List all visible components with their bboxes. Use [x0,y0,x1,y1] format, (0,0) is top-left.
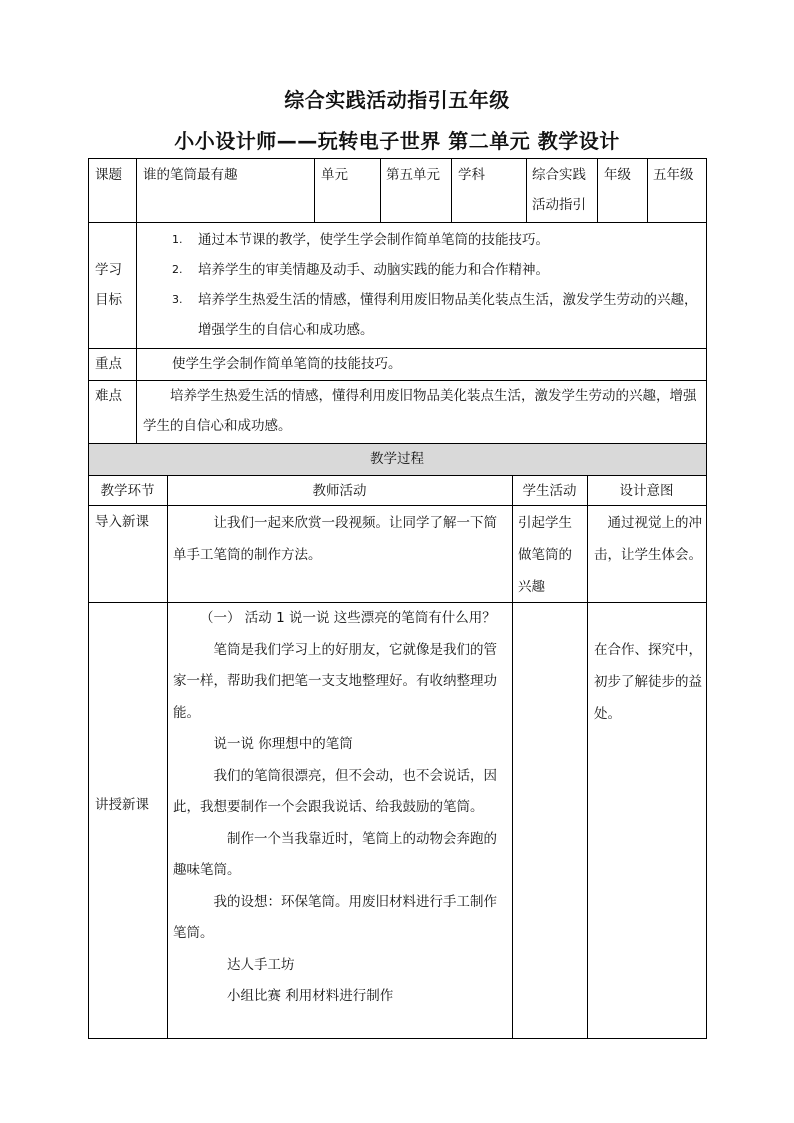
lecture-stage: 讲授新课 [95,797,149,813]
lecture-line: （一） 活动 1 说一说 这些漂亮的笔筒有什么用？ [200,610,496,626]
objective-item: 2. 培养学生的审美情趣及动手、动脑实践的能力和合作精神。 [172,262,549,278]
subject-label: 学科 [458,167,485,183]
lecture-line: 制作一个当我靠近时，笔筒上的动物会奔跑的趣味笔筒。 [173,830,497,878]
process-band-label: 教学过程 [370,451,424,467]
topic-value: 谁的笔筒最有趣 [143,167,238,183]
intro-teacher: 让我们一起来欣赏一段视频。让同学了解一下简单手工笔筒的制作方法。 [173,515,497,563]
grade-label: 年级 [604,167,631,183]
header-intent: 设计意图 [619,483,674,499]
difficulty-text: 培养学生热爱生活的情感，懂得利用废旧物品美化装点生活，激发学生劳动的兴趣，增强学生的自信心和成功感。 [143,388,697,434]
objective-item: 3. 培养学生热爱生活的情感，懂得利用废旧物品美化装点生活，激发学生劳动的兴趣，增强学生的自信心和成功感。 [172,292,698,338]
document-subtitle: 小小设计师——玩转电子世界 第二单元 教学设计 [174,129,620,153]
objectives-list [172,225,702,345]
unit-label: 单元 [321,167,348,183]
unit-value: 第五单元 [386,167,440,183]
lecture-line: 我们的笔筒很漂亮，但不会动，也不会说话，因此，我想要制作一个会跟我说话、给我鼓励的笔筒。 [173,767,497,815]
header-student: 学生活动 [522,483,577,499]
key-point-label: 重点 [95,356,122,372]
grade-value: 五年级 [653,167,694,183]
intro-intent: 通过视觉上的冲击，让学生体会。 [594,515,702,563]
lecture-line: 说一说 你理想中的笔筒 [213,736,353,752]
lecture-line: 笔筒是我们学习上的好朋友，它就像是我们的管家一样，帮助我们把笔一支支地整理好。有收纳整理功能。 [173,641,497,721]
key-point-text: 使学生学会制作简单笔筒的技能技巧。 [172,356,402,372]
lecture-intent: 在合作、探究中，初步了解徒步的益处。 [594,642,702,722]
objective-item: 1. 通过本节课的教学，使学生学会制作简单笔筒的技能技巧。 [172,232,549,248]
difficulty-label: 难点 [95,388,122,404]
header-teacher: 教师活动 [312,483,367,499]
header-stage: 教学环节 [100,483,155,499]
objectives-label: 学习 目标 [95,262,122,308]
intro-stage: 导入新课 [95,514,149,530]
document-title: 综合实践活动指引五年级 [284,88,510,112]
lecture-line: 小组比赛 利用材料进行制作 [227,988,394,1004]
lecture-line: 达人手工坊 [227,956,295,973]
intro-student: 引起学生做笔筒的兴趣 [518,515,572,595]
topic-label: 课题 [95,167,122,183]
subject-value: 综合实践活动指引 [532,167,586,213]
lecture-line: 我的设想：环保笔筒。用废旧材料进行手工制作笔筒。 [173,893,497,941]
lecture-teacher [173,603,507,1013]
